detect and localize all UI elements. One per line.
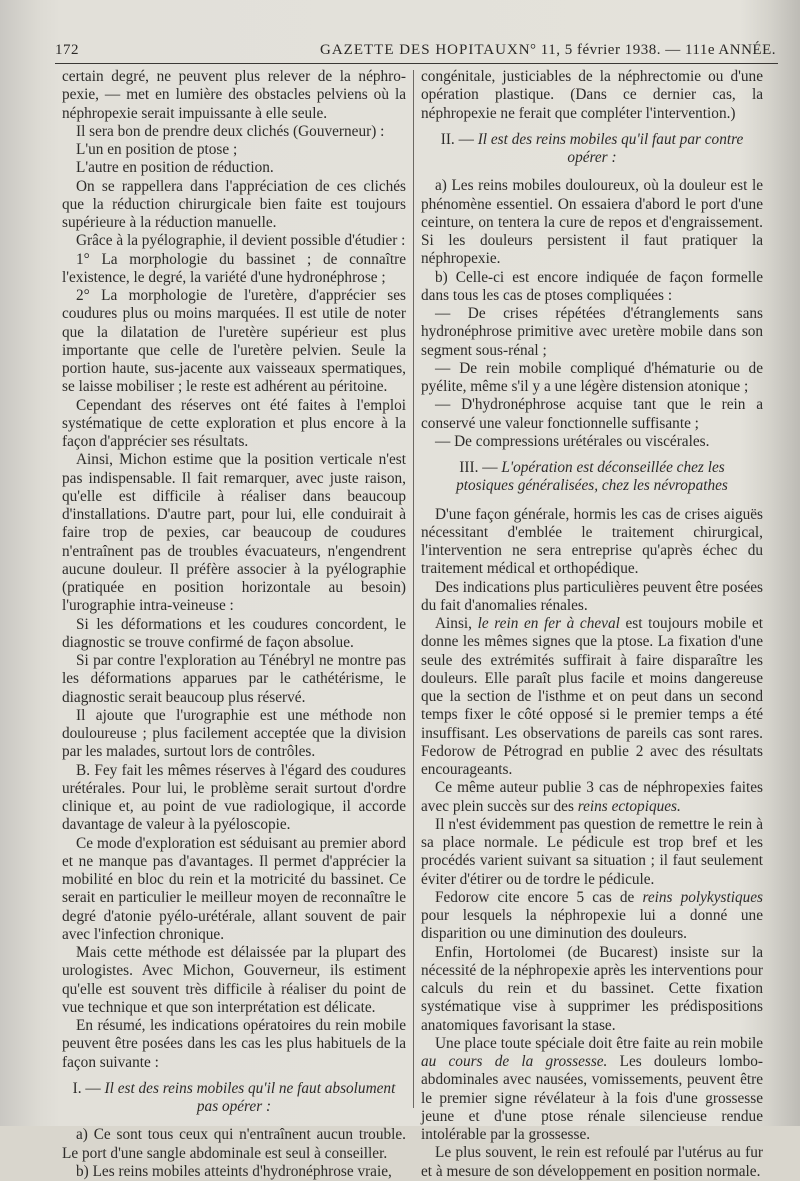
paragraph: D'une façon générale, hormis les cas de crises aiguës nécessitant d'emblée le traitement chirurgical, l'intervention ne sera entreprise qu'après échec du traitement médical et orthopédique. [421, 505, 763, 578]
paragraph: Des indications plus particulières peuvent être posées du fait d'anomalies rénales. [421, 578, 763, 614]
paragraph: a) Les reins mobiles douloureux, où la douleur est le phénomène essentiel. On essaiera d'abord le port d'une ceinture, on tentera la cure de repos et d'engraissement. Si les douleurs persistent il faut pratiquer la néphropexie. [421, 177, 763, 268]
issue-info: N° 11, 5 février 1938. — 111e ANNÉE. [518, 42, 776, 58]
paragraph: L'un en position de ptose ; [76, 141, 238, 158]
paragraph: Le plus souvent, le rein est refoulé par l'utérus au fur et à mesure de son développement en position normale. [421, 1144, 763, 1180]
text-run: est toujours mobile et donne les mêmes signes que la ptose. La fixation d'une seule des extrémités suffirait à faire disparaître les douleurs. Elle paraît plus facile et moins dangereuse que la section de l'isthme et on peut dans un second temps fixer le côté opposé si le premier temps a été insuffisant. Les observations de pareils cas sont rares. Fedorow de Pétrograd en publie 2 avec des résultats encourageants. [421, 615, 763, 778]
paragraph [421, 615, 763, 779]
paragraph: Ce mode d'exploration est séduisant au premier abord et ne manque pas d'avantages. Il permet d'apprécier la mobilité en bloc du rein et la motricité du bassinet. Ce serait en particulier le meilleur moyen de reconnaître le degré d'atonie pyélo-urétérale, allant souvent de pair avec l'infection chronique. [62, 834, 406, 943]
paragraph: Mais cette méthode est délaissée par la plupart des urologistes. Avec Michon, Gouverneur, ils estiment qu'elle est souvent très difficile à réaliser du point de vue technique et que son interprétation est délicate. [62, 944, 406, 1016]
section-number: III. — [459, 459, 498, 476]
paragraph [421, 889, 763, 944]
section-number: II. — [440, 130, 474, 148]
paragraph: — De crises répétées d'étranglements sans hydronéphrose primitive avec uretère mobile dans son segment sous-rénal ; [421, 305, 763, 359]
emphasis: le rein en fer à cheval [477, 615, 620, 632]
paragraph: Si les déformations et les coudures concordent, le diagnostic se trouve confirmé de façon absolue. [62, 615, 406, 651]
publication-title: GAZETTE DES HOPITAUX [320, 42, 519, 58]
section-title: L'opération est déconseillée chez les ptosiques généralisées, chez les névropathes [456, 459, 728, 495]
paragraph: Grâce à la pyélographie, il devient possible d'étudier : [76, 232, 406, 250]
paragraph: Si par contre l'exploration au Ténébryl ne montre pas les déformations apparues par le cathétérisme, le diagnostic serait beaucoup plus réservé. [62, 652, 406, 706]
text-run: pour lesquels la néphropexie lui a donné une disparition ou une diminution des douleurs. [421, 907, 763, 943]
section-heading [421, 459, 763, 496]
section-heading [62, 1080, 406, 1117]
paragraph: — De compressions urétérales ou viscérales. [435, 432, 710, 450]
right-column [421, 68, 763, 1181]
text-run: Les douleurs lombo-abdominales avec nausées, vomissements, peuvent être le premier signe révélateur à la fois d'une grossesse jeune et d'une ptose rénale silencieuse rendue intolérable par la grossesse. [421, 1053, 763, 1143]
text-run: Une place toute spéciale doit être faite au rein mobile [435, 1034, 763, 1052]
section-title: Il est des reins mobiles qu'il ne faut absolument pas opérer : [104, 1079, 396, 1115]
text-run: Ce même auteur publie 3 cas de néphropexies faites avec plein succès sur des [421, 779, 763, 815]
paragraph: Cependant des réserves ont été faites à l'emploi systématique de cette exploration et plus encore à la façon d'apprécier ses résultats. [62, 396, 406, 450]
paragraph: Il n'est évidemment pas question de remettre le rein à sa place normale. Le pédicule est trop bref et les procédés varient suivant sa situation ; il faut seulement éviter d'étirer ou de tordre le pédicule. [421, 815, 763, 888]
paragraph: L'autre en position de réduction. [76, 159, 274, 177]
paragraph: 1° La morphologie du bassinet ; de connaître l'existence, le degré, la variété d'une hydronéphrose ; [62, 250, 406, 286]
paragraph: En résumé, les indications opératoires du rein mobile peuvent être posées dans les cas les plus habituels de la façon suivante : [62, 1017, 406, 1071]
emphasis: reins ectopiques. [577, 797, 681, 815]
page-header [55, 42, 776, 62]
paragraph: b) Celle-ci est encore indiquée de façon formelle dans tous les cas de ptoses compliquées : [421, 268, 763, 304]
paragraph: Il sera bon de prendre deux clichés (Gouverneur) : [76, 122, 385, 140]
paragraph: B. Fey fait les mêmes réserves à l'égard des coudures urétérales. Pour lui, le problème serait surtout d'ordre clinique et, au point de vue radiologique, il accorde davantage de valeur à la pyéloscopie. [62, 761, 406, 834]
paragraph: Ainsi, Michon estime que la position verticale n'est pas indispensable. Il fait remarquer, avec juste raison, qu'elle est difficile à réaliser dans beaucoup d'installations. D'autre part, pour lui, elle conduirait à faire trop de pexies, car beaucoup de coudures n'entraînent pas de troubles évacuateurs, n'engendrent aucune douleur. Il préfère associer à la pyélographie (pratiquée en position horizontale au besoin) l'urographie intra-veineuse : [62, 451, 406, 615]
paragraph: — De rein mobile compliqué d'hématurie ou de pyélite, même s'il y a une légère distension atonique ; [421, 359, 763, 395]
page-number: 172 [55, 42, 79, 58]
emphasis: au cours de la grossesse. [421, 1053, 608, 1070]
paragraph [421, 779, 763, 816]
column-divider [413, 70, 414, 1108]
paragraph: Il ajoute que l'urographie est une méthode non douloureuse ; plus facilement acceptée que la division par les malades, surtout lors de contrôles. [62, 706, 406, 761]
left-column [62, 68, 406, 1181]
paragraph: Enfin, Hortolomei (de Bucarest) insiste sur la nécessité de la néphropexie après les interventions pour calculs du rein et du bassinet. Cette fixation systématique vise à supprimer les prédispositions anatomiques favorisant la stase. [421, 943, 763, 1034]
text-run: Ainsi, [435, 615, 478, 632]
section-heading [421, 131, 763, 168]
paragraph: congénitale, justiciables de la néphrectomie ou d'une opération plastique. (Dans ce dernier cas, la néphropexie ne ferait que compléter l'intervention.) [421, 68, 763, 122]
text-run: Fedorow cite encore 5 cas de [435, 888, 643, 906]
section-title: Il est des reins mobiles qu'il faut par contre opérer : [477, 130, 744, 166]
paragraph: b) Les reins mobiles atteints d'hydronéphrose vraie, [76, 1162, 392, 1180]
header-rule [55, 63, 778, 64]
paragraph: 2° La morphologie de l'uretère, d'apprécier ses coudures plus ou moins marquées. Il est utile de noter que la dilatation de l'uretère supérieur est plus importante que celle de l'uretère pelvien. Seule la portion haute, sus-jacente aux vaisseaux spermatiques, se laisse mobiliser ; le reste est adhérent au péritoine. [62, 287, 406, 396]
section-number: I. — [72, 1079, 101, 1097]
paragraph: — D'hydronéphrose acquise tant que le rein a conservé une valeur fonctionnelle suffisante ; [421, 396, 763, 432]
paragraph [421, 1035, 763, 1145]
paragraph: a) Ce sont tous ceux qui n'entraînent aucun trouble. Le port d'une sangle abdominale est seul à conseiller. [62, 1126, 406, 1162]
paragraph: certain degré, ne peuvent plus relever de la néphro-pexie, — met en lumière des obstacles pelviens où la néphropexie serait impuissante à elle seule. [62, 68, 406, 122]
emphasis: reins polykystiques [642, 888, 763, 906]
paragraph: On se rappellera dans l'appréciation de ces clichés que la réduction chirurgicale bien faite est toujours supérieure à la réduction manuelle. [62, 177, 406, 231]
